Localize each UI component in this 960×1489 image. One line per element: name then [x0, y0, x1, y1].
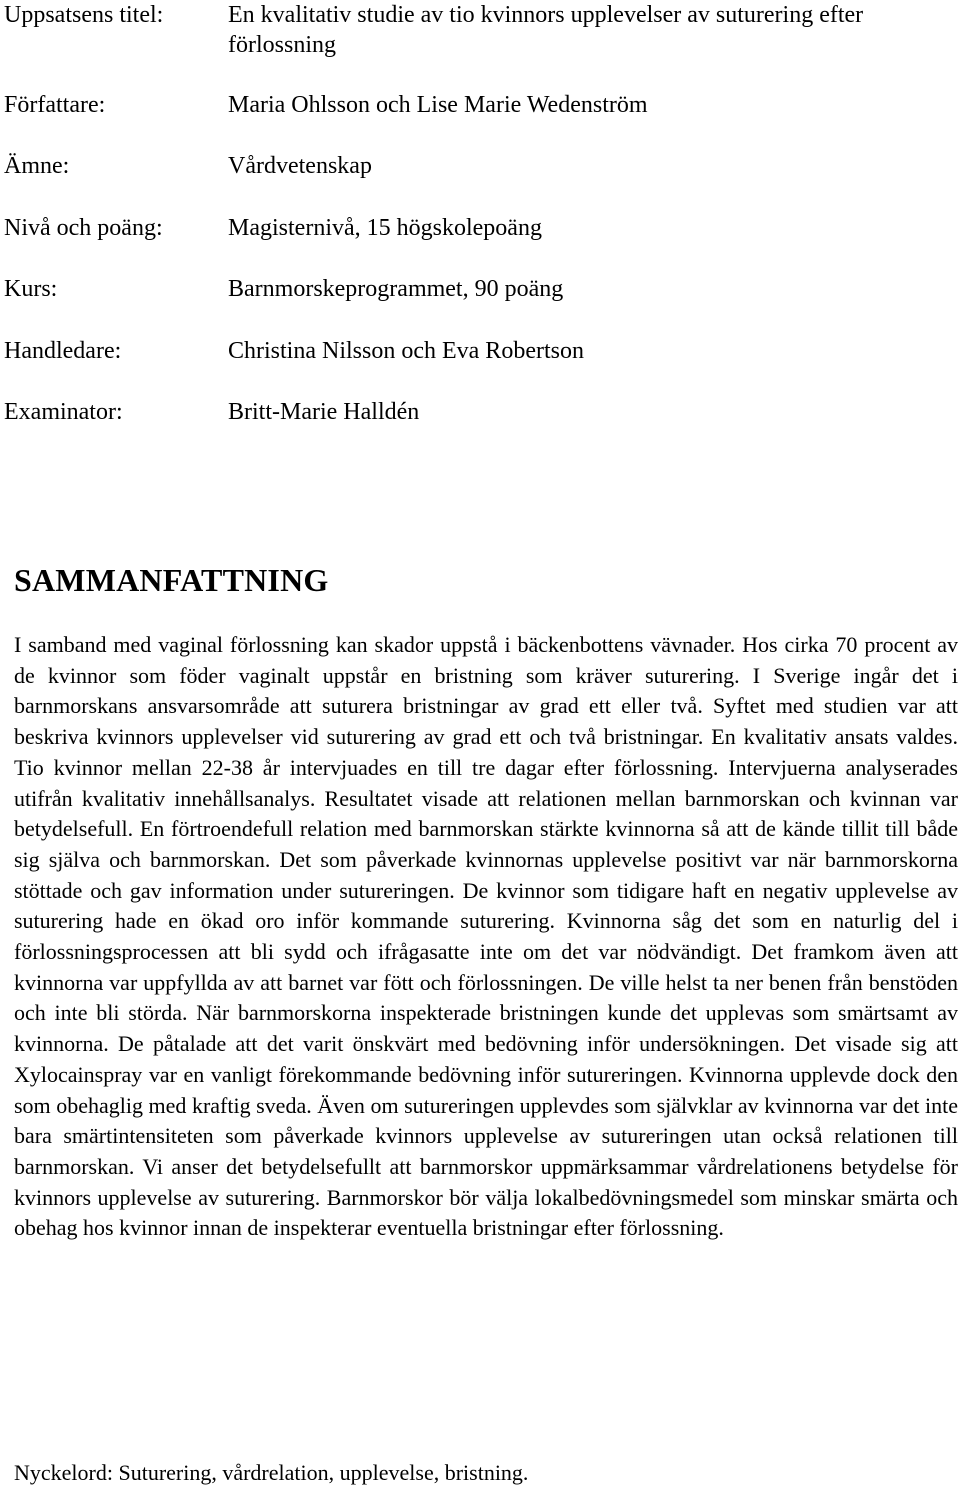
metadata-value-examiner: Britt-Marie Halldén — [228, 399, 420, 425]
keywords-line: Nyckelord: Suturering, vårdrelation, upplevelse, bristning. — [14, 1460, 529, 1485]
metadata-label-supervisors: Handledare: — [4, 338, 122, 364]
metadata-label-level: Nivå och poäng: — [4, 215, 163, 241]
metadata-label-examiner: Examinator: — [4, 399, 123, 425]
metadata-label-subject: Ämne: — [4, 153, 70, 179]
metadata-value-supervisors: Christina Nilsson och Eva Robertson — [228, 338, 584, 364]
summary-body: I samband med vaginal förlossning kan skador uppstå i bäckenbottens vävnader. Hos cirka 70 procent av de kvinnor som föder vaginalt uppstår en bristning som kräver suturering. I Sverige ingår det i barnmorskans ansvarsområde att suturera bristningar av grad ett eller två. Syftet med studien var att beskriva kvinnors upplevelser vid suturering av grad ett och två bristningar. En kvalitativ ansats valdes. Tio kvinnor mellan 22-38 år intervjuades en till tre dagar efter förlossning. Intervjuerna analyserades utifrån kvalitativ innehållsanalys. Resultatet visade att relationen mellan barnmorskan och kvinnan var betydelsefull. En förtroendefull relation med barnmorskan stärkte kvinnorna så att de kände tillit till både sig själva och barnmorskan. Det som påverkade kvinnornas upplevelse positivt var när barnmorskorna stöttade och gav information under sutureringen. De kvinnor som tidigare haft en negativ upplevelse av suturering hade en ökad oro inför kommande suturering. Kvinnorna såg det som en naturlig del i förlossningsprocessen att bli sydd och ifrågasatte inte om det var nödvändigt. Det framkom även att kvinnorna var uppfyllda av att barnet var fött och förlossningen. De ville helst ta ner benen från benstöden och inte bli störda. När barnmorskorna inspekterade bristningen kunde det upplevas som smärtsamt av kvinnorna. De påtalade att det varit önskvärt med bedövning inför undersökningen. Det visade sig att Xylocainspray var en vanligt förekommande bedövning inför sutureringen. Kvinnorna upplevde dock den som obehaglig med kraftig sveda. Även om sutureringen upplevdes som självklar av kvinnorna var det inte bara smärtintensiteten som påverkade kvinnors upplevelse av sutureringen utan också relationen till barnmorskan. Vi anser det betydelsefullt att barnmorskor uppmärksammar vårdrelationens betydelse för kvinnors upplevelse av suturering. Barnmorskor bör välja lokalbedövningsmedel som minskar smärta och obehag hos kvinnor innan de inspekterar eventuella bristningar efter förlossning. — [14, 632, 958, 1241]
metadata-label-course: Kurs: — [4, 276, 58, 302]
metadata-value-course: Barnmorskeprogrammet, 90 poäng — [228, 276, 564, 302]
metadata-value-authors: Maria Ohlsson och Lise Marie Wedenström — [228, 92, 648, 118]
metadata-value-title: En kvalitativ studie av tio kvinnors upplevelser av suturering efter förlossning — [228, 2, 864, 58]
metadata-label-title: Uppsatsens titel: — [4, 2, 164, 28]
metadata-value-subject: Vårdvetenskap — [228, 153, 372, 179]
metadata-value-level: Magisternivå, 15 högskolepoäng — [228, 215, 542, 241]
metadata-label-authors: Författare: — [4, 92, 106, 118]
summary-heading: SAMMANFATTNING — [14, 562, 329, 598]
